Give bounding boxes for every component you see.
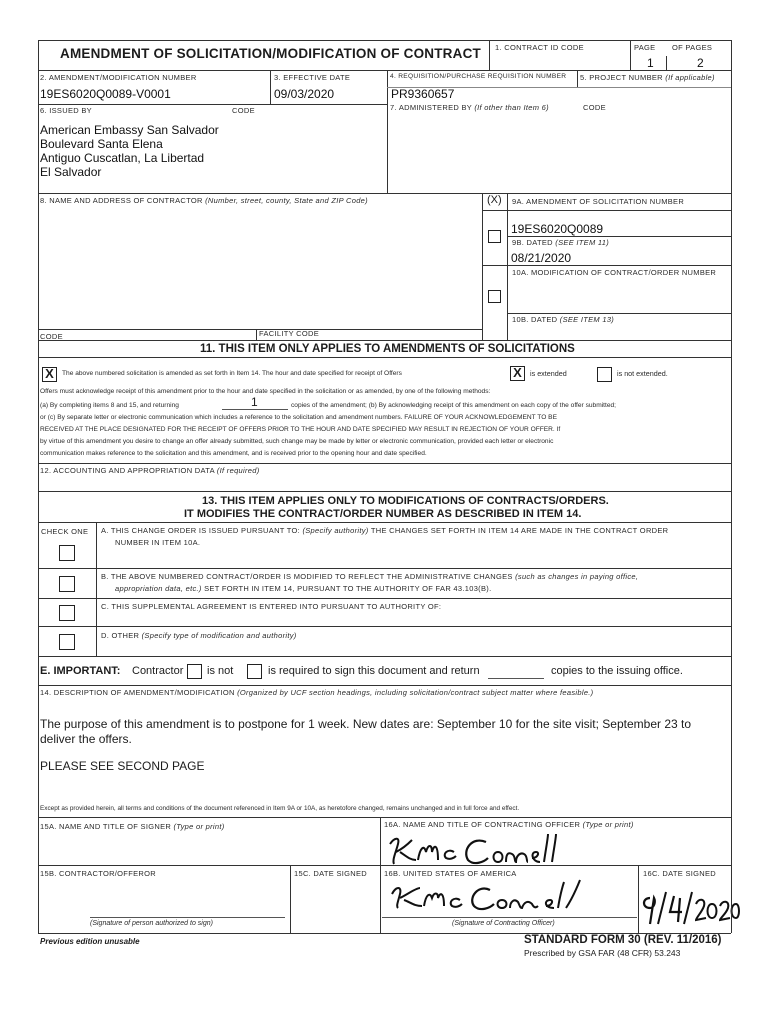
accounting-data-label [40, 466, 260, 475]
contractor-code-label: CODE [40, 332, 63, 341]
amendment-number-value: 19ES6020Q0089-V0001 [40, 87, 171, 101]
block-11-line-2: Offers must acknowledge receipt of this amendment prior to the hour and date specified in the solicitation or as amended, by one of the following methods: [40, 388, 491, 395]
option-b-line-2-text: SET FORTH IN ITEM 14, PURSUANT TO THE AUTHORITY OF FAR 43.103(B). [204, 584, 492, 593]
is-extended-label: is extended [530, 369, 567, 378]
project-number-label-text: 5. PROJECT NUMBER [580, 73, 663, 82]
option-d-checkbox[interactable] [59, 634, 75, 650]
requisition-number-label: 4. REQUISITION/PURCHASE REQUISITION NUMBER [390, 73, 567, 80]
standard-form-label: STANDARD FORM 30 (REV. 11/2016) [524, 934, 722, 946]
officer-signature-caption [452, 920, 555, 927]
option-b-line-1 [101, 572, 638, 581]
amendment-solicitation-number-label: 9A. AMENDMENT OF SOLICITATION NUMBER [512, 197, 685, 206]
is-not-label: is not [207, 665, 234, 677]
contracting-officer-signature [386, 876, 586, 916]
important-row [40, 665, 120, 677]
facility-code-label: FACILITY CODE [259, 329, 320, 338]
united-states-label: 16B. UNITED STATES OF AMERICA [384, 869, 517, 878]
issued-by-label: 6. ISSUED BY [40, 106, 92, 115]
contracting-officer-name-signature [382, 830, 562, 870]
terms-unchanged-note: Except as provided herein, all terms and conditions of the document referenced in Item 9A or 10A, as heretofore changed, remains unchanged and in full force and effect. [40, 805, 520, 812]
option-a-line-1-text: A. THIS CHANGE ORDER IS ISSUED PURSUANT TO: [101, 526, 301, 535]
administered-by-code-label: CODE [583, 103, 606, 112]
solicitation-amended-checkbox[interactable]: X [42, 367, 57, 382]
option-b-checkbox[interactable] [59, 576, 75, 592]
is-required-label: is required to sign this document and return [268, 665, 480, 677]
contracting-officer-name-hint: (Type or print) [582, 820, 634, 829]
issued-by-code-label: CODE [232, 106, 255, 115]
page-value: 1 [647, 56, 654, 70]
signer-name-hint: (Type or print) [173, 822, 225, 831]
modification-contract-number-label: 10A. MODIFICATION OF CONTRACT/ORDER NUMBER [512, 268, 717, 277]
is-extended-checkbox[interactable]: X [510, 366, 525, 381]
issued-by-address-line-2: Boulevard Santa Elena [40, 137, 163, 151]
issued-by-address-line-3: Antiguo Cuscatlan, La Libertad [40, 151, 205, 165]
option-d-hint: (Specify type of modification and authority) [141, 631, 297, 640]
dated-9b-label-text: 9B. DATED [512, 238, 553, 247]
contractor-name-hint: (Number, street, county, State and ZIP Code) [205, 196, 368, 205]
block-11-line-3a: (a) By completing items 8 and 15, and returning [40, 402, 179, 409]
description-line-3: PLEASE SEE SECOND PAGE [40, 759, 205, 773]
not-extended-label: is not extended. [617, 369, 668, 378]
not-extended-checkbox[interactable] [597, 367, 612, 382]
administered-by-label [390, 103, 549, 112]
option-c-checkbox[interactable] [59, 605, 75, 621]
description-label [40, 688, 593, 697]
contractor-date-signed-label: 15C. DATE SIGNED [294, 869, 368, 878]
prescribed-by-label: Prescribed by GSA FAR (48 CFR) 53.243 [524, 948, 681, 958]
contractor-signature-caption-text: (Signature of person authorized to sign) [90, 920, 213, 927]
description-hint: (Organized by UCF section headings, including solicitation/contract subject matter where feasible.) [237, 688, 594, 697]
block-11-line-5: RECEIVED AT THE PLACE DESIGNATED FOR THE RECEIPT OF OFFERS PRIOR TO THE HOUR AND DATE SPECIFIED MAY RESULT IN REJECTION OF YOUR OFFER. If [40, 426, 561, 433]
amendment-number-label: 2. AMENDMENT/MODIFICATION NUMBER [40, 73, 197, 82]
previous-edition-note: Previous edition unusable [40, 937, 140, 946]
dated-9b-value: 08/21/2020 [511, 251, 572, 265]
administered-by-hint: (If other than Item 6) [474, 103, 549, 112]
copies-value: 1 [251, 395, 258, 409]
option-a-line-2: NUMBER IN ITEM 10A. [115, 538, 201, 547]
dated-10b-label-text: 10B. DATED [512, 315, 558, 324]
option-a-line-1 [101, 526, 668, 535]
option-d-label [101, 631, 297, 640]
is-not-checkbox[interactable] [187, 664, 202, 679]
option-a-checkbox[interactable] [59, 545, 75, 561]
issued-by-address-line-1: American Embassy San Salvador [40, 123, 219, 137]
block-11-line-1: The above numbered solicitation is amended as set forth in Item 14. The hour and date specified for receipt of Offers [62, 370, 402, 377]
option-b-hint-2: appropriation data, etc.) [115, 584, 202, 593]
effective-date-value: 09/03/2020 [274, 87, 335, 101]
option-c-label: C. THIS SUPPLEMENTAL AGREEMENT IS ENTERED INTO PURSUANT TO AUTHORITY OF: [101, 602, 442, 611]
option-a-line-1-rest: THE CHANGES SET FORTH IN ITEM 14 ARE MADE IN THE CONTRACT ORDER [370, 526, 669, 535]
contractor-name-label-text: 8. NAME AND ADDRESS OF CONTRACTOR [40, 196, 203, 205]
dated-9b-hint: (SEE ITEM 11) [555, 238, 610, 247]
x-column-label: (X) [487, 194, 502, 206]
description-line-2: deliver the offers. [40, 732, 132, 746]
contractor-name-label [40, 196, 368, 205]
signer-name-label-text: 15A. NAME AND TITLE OF SIGNER [40, 822, 172, 831]
project-number-hint: (If applicable) [665, 73, 715, 82]
description-label-text: 14. DESCRIPTION OF AMENDMENT/MODIFICATION [40, 688, 235, 697]
requisition-number-value: PR9360657 [391, 87, 455, 101]
description-line-1: The purpose of this amendment is to postpone for 1 week. New dates are: September 10 for the site visit; September 23 to [40, 717, 692, 731]
option-b-line-1-text: B. THE ABOVE NUMBERED CONTRACT/ORDER IS MODIFIED TO REFLECT THE ADMINISTRATIVE CHANGES [101, 572, 513, 581]
option-b-hint-1: (such as changes in paying office, [515, 572, 639, 581]
dated-10b-hint: (SEE ITEM 13) [559, 315, 615, 324]
important-label: E. IMPORTANT: [40, 665, 121, 677]
block-11-line-7: communication makes reference to the solicitation and this amendment, and is received prior to the opening hour and date specified. [40, 450, 427, 457]
block-11-heading: 11. THIS ITEM ONLY APPLIES TO AMENDMENTS OF SOLICITATIONS [200, 343, 575, 355]
contracting-officer-name-label [384, 820, 634, 829]
amendment-solicitation-number-value: 19ES6020Q0089 [511, 222, 604, 236]
modification-contract-checkbox[interactable] [488, 290, 501, 303]
option-a-hint: (Specify authority) [302, 526, 369, 535]
dated-9b-label [512, 238, 609, 247]
contract-id-label: 1. CONTRACT ID CODE [495, 43, 584, 52]
block-13-heading-2: IT MODIFIES THE CONTRACT/ORDER NUMBER AS DESCRIBED IN ITEM 14. [184, 508, 582, 520]
contractor-offeror-label: 15B. CONTRACTOR/OFFEROR [40, 869, 156, 878]
block-13-heading-1: 13. THIS ITEM APPLIES ONLY TO MODIFICATIONS OF CONTRACTS/ORDERS. [202, 495, 609, 507]
dated-10b-label [512, 315, 614, 324]
copies-label: copies to the issuing office. [551, 665, 683, 677]
officer-date-signed-label: 16C. DATE SIGNED [643, 869, 717, 878]
officer-signature-caption-text: (Signature of Contracting Officer) [452, 920, 555, 927]
officer-date-handwritten [640, 888, 740, 928]
block-11-line-4: or (c) By separate letter or electronic communication which includes a reference to the solicitation and amendment numbers. FAILURE OF YOUR ACKNOWLEDGEMENT TO BE [40, 414, 557, 421]
block-11-line-3b: copies of the amendment; (b) By acknowledging receipt of this amendment on each copy of the offer submitted; [291, 402, 616, 409]
accounting-data-hint: (If required) [216, 466, 260, 475]
check-one-label: CHECK ONE [41, 527, 89, 536]
of-pages-label: OF PAGES [672, 43, 713, 52]
page-label: PAGE [634, 43, 656, 52]
signer-name-label [40, 822, 225, 831]
administered-by-label-text: 7. ADMINISTERED BY [390, 103, 472, 112]
block-11-line-6: by virtue of this amendment you desire to change an offer already submitted, such change may be made by letter or electronic communication, provided each letter or electronic [40, 438, 554, 445]
issued-by-address-line-4: El Salvador [40, 165, 102, 179]
project-number-label [580, 73, 715, 82]
pages-value: 2 [697, 56, 704, 70]
amendment-solicitation-checkbox[interactable] [488, 230, 501, 243]
option-d-label-text: D. OTHER [101, 631, 140, 640]
contractor-signature-caption [90, 920, 213, 927]
contractor-label: Contractor [132, 665, 184, 677]
option-b-line-2 [115, 584, 491, 593]
form-title: AMENDMENT OF SOLICITATION/MODIFICATION OF CONTRACT [60, 46, 481, 61]
is-required-checkbox[interactable] [247, 664, 262, 679]
accounting-data-label-text: 12. ACCOUNTING AND APPROPRIATION DATA [40, 466, 215, 475]
effective-date-label: 3. EFFECTIVE DATE [274, 73, 351, 82]
contracting-officer-name-label-text: 16A. NAME AND TITLE OF CONTRACTING OFFICER [384, 820, 581, 829]
